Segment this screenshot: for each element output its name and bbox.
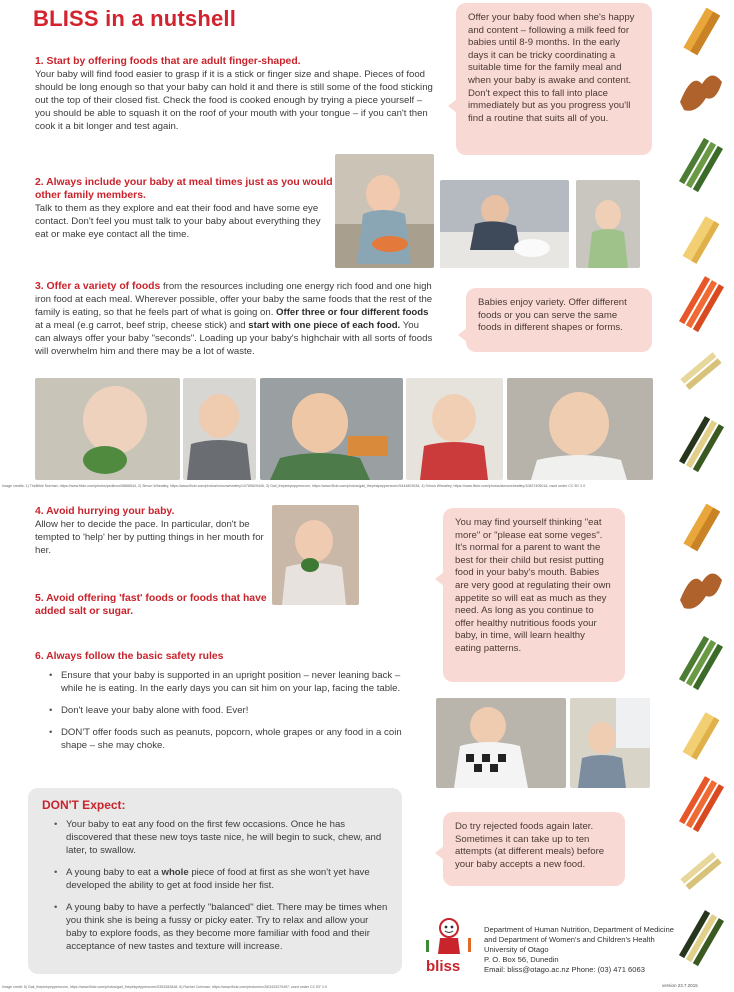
safety-rules-list bbox=[35, 669, 405, 752]
photo-baby-bib bbox=[576, 180, 640, 268]
pasta-stick-icon bbox=[672, 346, 730, 396]
cheese-stick-icon bbox=[672, 706, 730, 766]
tip-bubble-timing bbox=[456, 3, 652, 155]
footer-line: Department of Human Nutrition, Department of Medicine bbox=[484, 925, 674, 934]
photo-strip-1 bbox=[35, 378, 180, 480]
list-item: • A young baby to eat a whole piece of food at first as she won't yet have developed the ability to get at food inside her fist. bbox=[52, 866, 388, 892]
photo-baby-highchair-bowl bbox=[335, 154, 434, 268]
photo-baby-window bbox=[570, 698, 650, 788]
footer-line: P. O. Box 56, Dunedin bbox=[484, 955, 559, 964]
footer-contact bbox=[484, 925, 674, 975]
section-4 bbox=[35, 505, 270, 557]
green-bean-icon bbox=[672, 132, 730, 198]
section-2-heading: 2. Always include your baby at meal times just as you would other family members. bbox=[35, 177, 333, 201]
section-6-heading: 6. Always follow the basic safety rules bbox=[35, 651, 224, 662]
page-title: BLISS in a nutshell bbox=[33, 6, 237, 31]
photo-baby-checkered-bib bbox=[436, 698, 566, 788]
section-6 bbox=[35, 650, 405, 761]
section-3-heading: 3. Offer a variety of foods bbox=[35, 281, 161, 292]
tip-bubble-variety bbox=[466, 288, 652, 352]
cheese-stick-icon bbox=[672, 498, 730, 556]
section-3-body: 3. Offer a variety of foods from the resources including one energy rich food and one high iron food at each meal. Wherever possible, offer your baby the same foods that the rest of the family is eating, so that he feels part of what is going on. Offer three or four different foods at a meal (e.g carrot, beef strip, cheese stick) and start with one piece of each food. You can always offer your baby "seconds". Loading up your baby's highchair with all sorts of foods will overwhelm him and there may be a lot of waste. bbox=[35, 281, 433, 357]
image-credits-2: Image credit: 5) Gail_thepinkpepperscorn, https://www.flickr.com/photos/gail_thepinkpepperscorn/5353382848, 6) Rachel Coleman, https://www.flickr.com/photos/rnc28/3433370497, used under CC BY 2.0 bbox=[2, 985, 327, 989]
logo-wordmark: bliss bbox=[426, 958, 461, 975]
photo-toddler-plate bbox=[440, 180, 569, 268]
image-credits-1: Image credits: 1) TheBible Norman, https://www.flickr.com/photos/psdimcol/8888544, 2) Simon Wheatley, https://www.flickr.com/photos/simonwheatley/10789829446, 3) Gail_thepinkpepperscorn, https://www.flickr.com/photos/gail_thepinkpepperscorn/5444803536, 4) Simon Wheatley, https://www.flickr.com/photos/simonwheatley/10837405016, used under CC BY 2.0 bbox=[2, 484, 586, 488]
dont-expect-title: DON'T Expect: bbox=[42, 798, 126, 812]
zucchini-stick-icon bbox=[672, 410, 730, 480]
list-item: • A young baby to have a perfectly "balanced" diet. There may be times when you think she is being a fussy or picky eater. Try to relax and allow your baby to explore foods, as they become more familiar with food and their acceptance of new tastes and texture will increase. bbox=[52, 901, 388, 953]
footer-line: and Department of Women's and Children's Health bbox=[484, 935, 655, 944]
section-2-body: Talk to them as they explore and eat their food and have some eye contact. Don't feel you must talk to your baby about everything they eat or make eye contact all the time. bbox=[35, 203, 321, 240]
list-item: • DON'T offer foods such as peanuts, popcorn, whole grapes or any food in a coin shape – she may choke. bbox=[47, 726, 405, 752]
zucchini-stick-icon bbox=[672, 904, 730, 974]
section-1-heading: 1. Start by offering foods that are adult finger-shaped. bbox=[35, 56, 301, 67]
tip-bubble-appetite-text: You may find yourself thinking "eat more" or "please eat some veges". It's normal for a parent to want the best for their child but resist putting food in your baby's mouth. Babies are very good at regulating their own appetite so will eat as much as they need. As long as you continue to offer healthy nutritious foods your baby, in time, will learn healthy eating patterns. bbox=[455, 517, 611, 654]
dont-expect-list bbox=[42, 818, 388, 953]
list-item: • Ensure that your baby is supported in an upright position – never leaning back – while he is eating. In the early days you can sit him on your lap, facing the table. bbox=[47, 669, 405, 695]
photo-baby-broccoli bbox=[272, 505, 359, 605]
section-5-heading: 5. Avoid offering 'fast' foods or foods that have added salt or sugar. bbox=[35, 593, 267, 617]
version-label: version 23.7.2015 bbox=[662, 983, 698, 988]
section-1-body: Your baby will find food easier to grasp if it is a stick or finger size and shape. Pieces of food should be long enough so that your baby can hold it and there is still some of the food sticking out the top of their closed fist. Check the food is cooked enough by trying a piece yourself – you should be able to squash it on the roof of your mouth with your tongue – if you can't then cook it a bit longer and test again. bbox=[35, 69, 433, 132]
section-1 bbox=[35, 55, 435, 133]
photo-strip-3 bbox=[260, 378, 403, 480]
dont-expect-box bbox=[28, 788, 402, 974]
tip-bubble-variety-text: Babies enjoy variety. Offer different foods or you can serve the same foods in different shapes or forms. bbox=[478, 297, 627, 334]
green-bean-icon bbox=[672, 630, 730, 696]
meat-strip-icon bbox=[672, 62, 730, 122]
pasta-stick-icon bbox=[672, 846, 730, 896]
section-3 bbox=[35, 280, 437, 358]
photo-strip-4 bbox=[406, 378, 503, 480]
tip-bubble-timing-text: Offer your baby food when she's happy and content – following a milk feed for babies until 8-9 months. In the early days it can be tricky coordinating a suitable time for the family meal and when your baby is awake and content. Don't expect this to fall into place immediately but as you progress you'll find a routine that suits all of you. bbox=[468, 12, 635, 124]
carrot-stick-icon bbox=[672, 272, 730, 338]
footer-line: University of Otago bbox=[484, 945, 549, 954]
section-4-heading: 4. Avoid hurrying your baby. bbox=[35, 506, 175, 517]
photo-strip-2 bbox=[183, 378, 256, 480]
list-item: • Don't leave your baby alone with food. Ever! bbox=[47, 704, 405, 717]
cheese-stick-icon bbox=[672, 210, 730, 270]
section-4-body: Allow her to decide the pace. In particular, don't be tempted to 'help' her by putting things in her mouth for her. bbox=[35, 519, 264, 556]
cheese-stick-icon bbox=[672, 2, 730, 60]
section-5 bbox=[35, 592, 270, 618]
meat-strip-icon bbox=[672, 560, 730, 620]
photo-strip-5 bbox=[507, 378, 653, 480]
bliss-logo bbox=[418, 914, 480, 980]
carrot-stick-icon bbox=[672, 772, 730, 838]
tip-bubble-appetite bbox=[443, 508, 625, 682]
list-item: • Your baby to eat any food on the first few occasions. Once he has discovered that these new toys taste nice, he will begin to suck, chew, and later, to swallow. bbox=[52, 818, 388, 857]
tip-bubble-retry bbox=[443, 812, 625, 886]
section-2 bbox=[35, 176, 335, 241]
tip-bubble-retry-text: Do try rejected foods again later. Sometimes it can take up to ten attempts (at different meals) before your baby accepts a new food. bbox=[455, 821, 605, 870]
footer-line: Email: bliss@otago.ac.nz Phone: (03) 471 6063 bbox=[484, 965, 645, 974]
